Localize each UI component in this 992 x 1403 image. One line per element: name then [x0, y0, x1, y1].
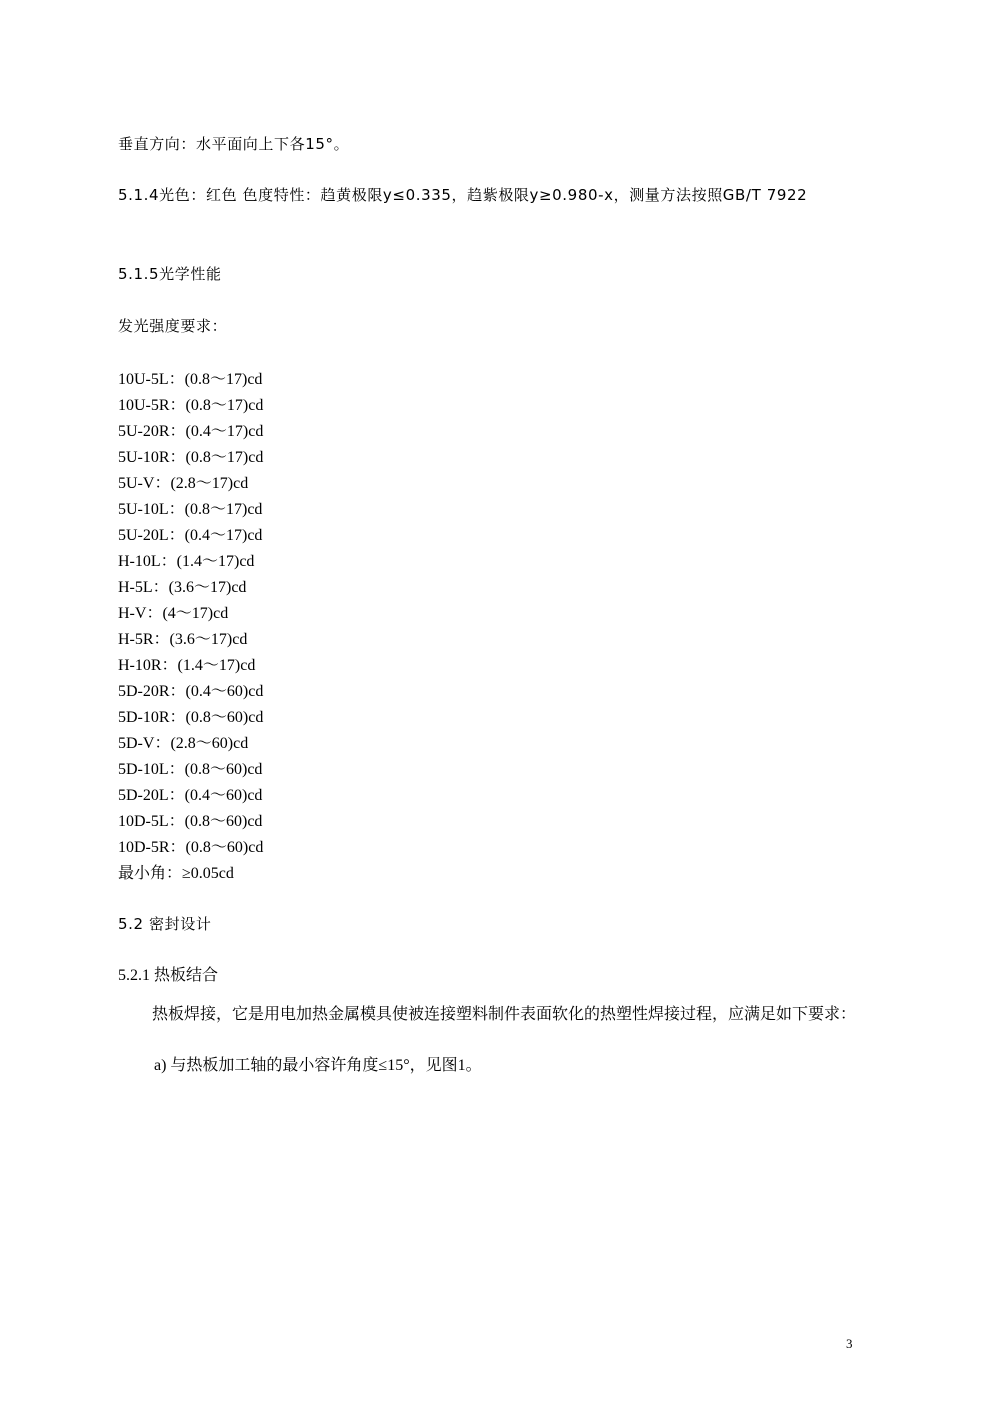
vertical-direction-text: 垂直方向：水平面向上下各15°。	[118, 135, 350, 153]
intensity-item: 5D-V：(2.8～60)cd	[118, 735, 249, 752]
section-5-1-5-heading: 5.1.5光学性能	[118, 265, 222, 283]
intensity-item: H-10L：(1.4～17)cd	[118, 553, 255, 570]
intensity-item: 5D-20L：(0.4～60)cd	[118, 787, 263, 804]
intensity-item: H-5L：(3.6～17)cd	[118, 579, 247, 596]
page-number: 3	[846, 1336, 853, 1351]
intensity-item: 最小角：≥0.05cd	[118, 865, 234, 882]
section-5-2-heading: 5.2 密封设计	[118, 915, 212, 933]
intensity-heading: 发光强度要求：	[118, 317, 228, 335]
intensity-item: 10D-5R：(0.8～60)cd	[118, 839, 264, 856]
item-a-text: a) 与热板加工轴的最小容许角度≤15°，见图1。	[154, 1057, 482, 1074]
intensity-item: 5D-10L：(0.8～60)cd	[118, 761, 263, 778]
intensity-item: 10U-5R：(0.8～17)cd	[118, 397, 264, 414]
intensity-list	[118, 367, 263, 887]
section-5-2-1-heading: 5.2.1 热板结合	[118, 967, 219, 984]
intensity-item: 10U-5L：(0.8～17)cd	[118, 371, 263, 388]
intensity-item: 5U-20R：(0.4～17)cd	[118, 423, 264, 440]
intensity-item: H-10R：(1.4～17)cd	[118, 657, 256, 674]
intensity-item: 10D-5L：(0.8～60)cd	[118, 813, 263, 830]
intensity-item: H-V：(4～17)cd	[118, 605, 229, 622]
intensity-item: 5U-20L：(0.4～17)cd	[118, 527, 263, 544]
intensity-item: 5D-20R：(0.4～60)cd	[118, 683, 264, 700]
intensity-item: H-5R：(3.6～17)cd	[118, 631, 248, 648]
intensity-item: 5U-V：(2.8～17)cd	[118, 475, 249, 492]
hot-plate-paragraph: 热板焊接，它是用电加热金属模具使被连接塑料制件表面软化的热塑性焊接过程，应满足如下要求：	[152, 1006, 857, 1023]
intensity-item: 5U-10L：(0.8～17)cd	[118, 501, 263, 518]
intensity-item: 5D-10R：(0.8～60)cd	[118, 709, 264, 726]
section-5-1-4-text: 5.1.4光色：红色 色度特性：趋黄极限y≤0.335，趋紫极限y≥0.980-x，测量方法按照GB/T 7922	[118, 186, 808, 204]
intensity-item: 5U-10R：(0.8～17)cd	[118, 449, 264, 466]
